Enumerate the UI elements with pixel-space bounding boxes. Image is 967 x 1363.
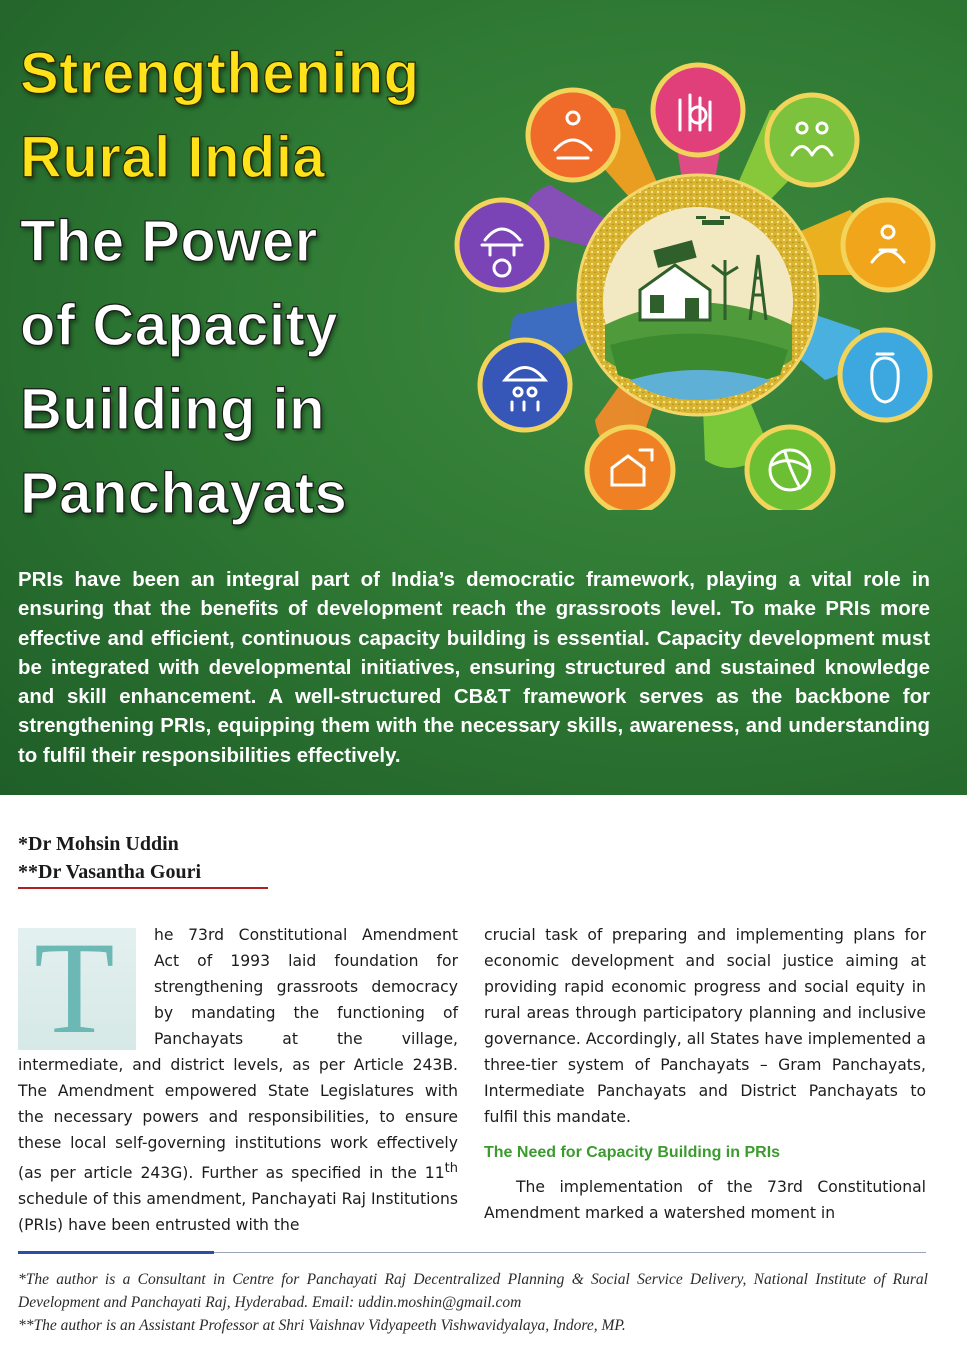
title-line-3: The Power — [20, 209, 318, 274]
drop-cap: T — [18, 928, 136, 1050]
body-paragraph-2: crucial task of preparing and implementing plans for economic development and social justice aiming at providing rapid economic progress and social equity in rural areas through participatory planning and inclusive governance. Accordingly, all States have implemented a three-tier system of Panchayats – Gram Panchayats, Intermediate Panchayats and District Panchayats to fulfil this mandate. — [484, 926, 926, 1126]
section-heading: The Need for Capacity Building in PRIs — [484, 1144, 781, 1161]
title-line-5: Building in — [20, 377, 326, 442]
body-column-left — [18, 914, 458, 1238]
author-2: **Dr Vasantha Gouri — [18, 861, 202, 883]
title-line-6: Panchayats — [20, 461, 348, 526]
author-byline — [18, 830, 201, 886]
body-paragraph-1: he 73rd Constitutional Amendment Act of 1993 laid foundation for strengthening grassroots democracy by mandating the functioning of Panchayats at the village, intermediate, and district levels, as per Article 243B. The Amendment empowered State Legislatures with the necessary powers and responsibilities, to ensure these local self-governing institutions work effectively (as per article 243G). Further as specified in the 11th schedule of this amendment, Panchayati Raj Institutions (PRIs) have been entrusted with the — [18, 926, 458, 1235]
footnote-divider-accent — [18, 1251, 214, 1254]
author-1: *Dr Mohsin Uddin — [18, 833, 179, 855]
title-line-4: of Capacity — [20, 293, 339, 358]
byline-divider — [18, 887, 268, 889]
footnote-2: **The author is an Assistant Professor at Shri Vaishnav Vidyapeeth Vishwavidyalaya, Indore, MP. — [18, 1317, 626, 1334]
title-line-2: Rural India — [20, 125, 326, 190]
article-lede: PRIs have been an integral part of India’s democratic framework, playing a vital role in ensuring that the benefits of development reach the grassroots level. To make PRIs more effective and efficient, continuous capacity building is essential. Capacity development must be integrated with developmental initiatives, ensuring structured and sustained knowledge and skill enhancement. A well-structured CB&T framework serves as the backbone for strengthening PRIs, equipping them with the necessary skills, awareness, and understanding to fulfil their responsibilities effectively. — [18, 569, 930, 767]
title-line-1: Strengthening — [20, 41, 420, 106]
body-column-right — [484, 922, 926, 1226]
body-paragraph-3: The implementation of the 73rd Constitutional Amendment marked a watershed moment in — [484, 1178, 926, 1222]
article-title — [20, 32, 460, 536]
footnote-1: *The author is a Consultant in Centre for Panchayati Raj Decentralized Planning & Social Service Delivery, National Institute of Rural Development and Panchayati Raj, Hyderabad. Email: uddin.moshin@gmail.com — [18, 1271, 928, 1311]
rural-development-illustration — [440, 40, 960, 510]
footnotes — [18, 1268, 928, 1337]
